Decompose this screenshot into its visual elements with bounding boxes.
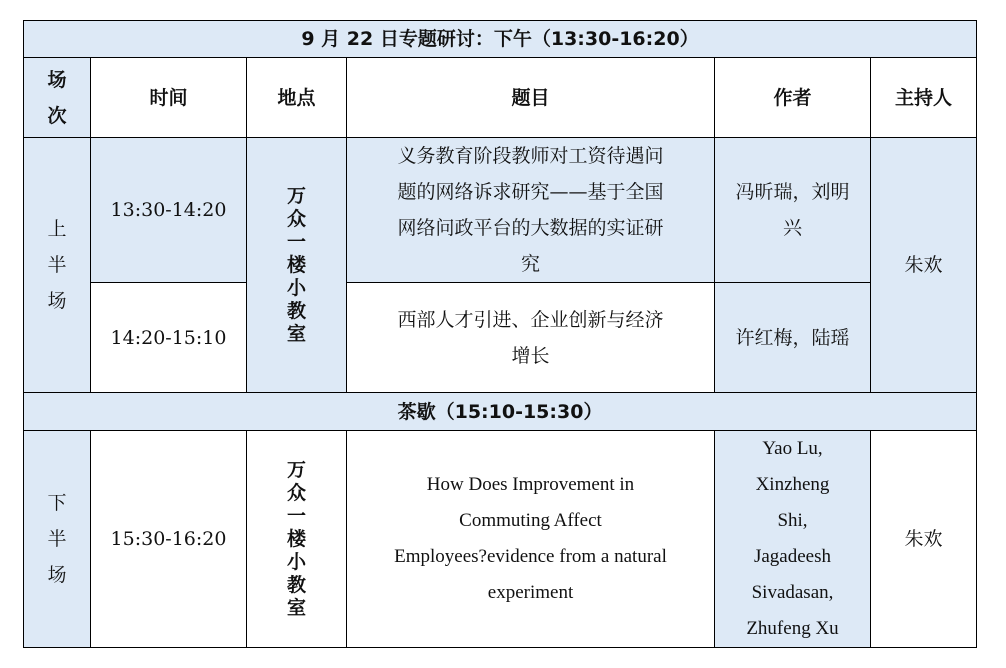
table-title: 9 月 22 日专题研讨：下午（13:30-16:20） [24,21,977,58]
location-cell: 万 众 一 楼 小 教 室 [247,431,347,648]
topic-cell: 西部人才引进、企业创新与经济 增长 [347,283,715,393]
author-cell: 许红梅，陆瑶 [715,283,871,393]
break-banner: 茶歇（15:10-15:30） [24,393,977,431]
session-first-half: 上 半 场 [24,138,91,393]
author-cell: Yao Lu, Xinzheng Shi, Jagadeesh Sivadasan, Zhufeng Xu [715,431,871,648]
header-time: 时间 [91,58,247,138]
topic-cell: 义务教育阶段教师对工资待遇问 题的网络诉求研究——基于全国 网络问政平台的大数据的实证研 究 [347,138,715,283]
time-cell: 13:30-14:20 [91,138,247,283]
time-cell: 14:20-15:10 [91,283,247,393]
host-cell: 朱欢 [871,138,977,393]
header-author: 作者 [715,58,871,138]
header-location: 地点 [247,58,347,138]
topic-cell: How Does Improvement in Commuting Affect Employees?evidence from a natural experiment [347,431,715,648]
session-second-half: 下 半 场 [24,431,91,648]
author-cell: 冯昕瑞，刘明 兴 [715,138,871,283]
header-host: 主持人 [871,58,977,138]
host-cell: 朱欢 [871,431,977,648]
header-topic: 题目 [347,58,715,138]
schedule-table [23,20,977,648]
header-session: 场 次 [24,58,91,138]
location-cell: 万 众 一 楼 小 教 室 [247,138,347,393]
time-cell: 15:30-16:20 [91,431,247,648]
